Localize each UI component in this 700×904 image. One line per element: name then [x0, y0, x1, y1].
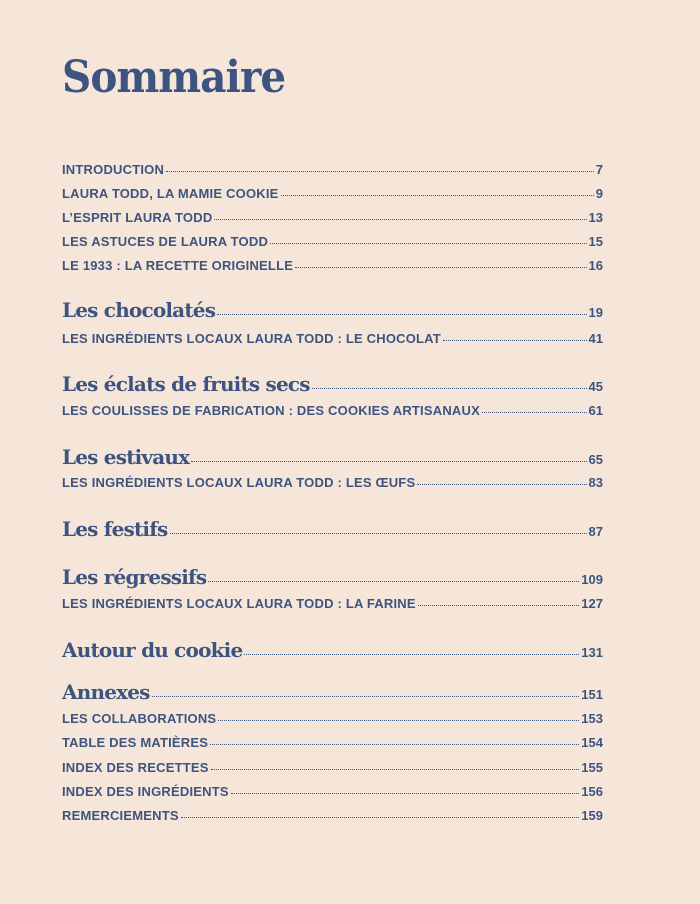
toc-chapter[interactable] [62, 638, 603, 662]
entry-label: Les festifs [62, 517, 168, 541]
entry-page: 155 [581, 760, 603, 775]
entry-label: LES COLLABORATIONS [62, 711, 217, 726]
entry-label: TABLE DES MATIÈRES [62, 735, 209, 750]
entry-page: 41 [588, 331, 603, 346]
entry-page: 131 [581, 645, 603, 660]
entry-label: LE 1933 : LA RECETTE ORIGINELLE [62, 258, 294, 273]
entry-page: 61 [588, 403, 603, 418]
entry-page: 9 [595, 186, 603, 201]
entry-page: 154 [581, 735, 603, 750]
dot-leader [312, 388, 587, 389]
entry-page: 151 [581, 687, 603, 702]
entry-label: INTRODUCTION [62, 162, 165, 177]
dot-leader [482, 412, 587, 413]
entry-page: 65 [588, 452, 603, 467]
toc-chapter[interactable] [62, 445, 603, 469]
toc-entry[interactable] [62, 331, 603, 346]
toc-entry[interactable] [62, 403, 603, 418]
dot-leader [181, 817, 580, 818]
dot-leader [214, 219, 586, 220]
dot-leader [443, 340, 587, 341]
entry-label: Autour du cookie [62, 638, 243, 662]
entry-label: Annexes [62, 680, 150, 704]
entry-page: 7 [595, 162, 603, 177]
toc-entry[interactable] [62, 258, 603, 273]
entry-page: 109 [581, 572, 603, 587]
dot-leader [166, 171, 594, 172]
entry-label: REMERCIEMENTS [62, 808, 179, 823]
entry-label: LES INGRÉDIENTS LOCAUX LAURA TODD : LE CHOCOLAT [62, 331, 441, 346]
dot-leader [217, 314, 586, 315]
entry-label: LAURA TODD, LA MAMIE COOKIE [62, 186, 279, 201]
entry-label: LES ASTUCES DE LAURA TODD [62, 234, 269, 249]
dot-leader [244, 654, 579, 655]
entry-label: Les éclats de fruits secs [62, 372, 310, 396]
entry-label: LES INGRÉDIENTS LOCAUX LAURA TODD : LES ŒUFS [62, 475, 416, 490]
entry-label: LES COULISSES DE FABRICATION : DES COOKIES ARTISANAUX [62, 403, 480, 418]
dot-leader [295, 267, 586, 268]
toc-entry[interactable] [62, 784, 603, 799]
toc-entry[interactable] [62, 711, 603, 726]
dot-leader [152, 696, 580, 697]
entry-page: 87 [588, 524, 603, 539]
dot-leader [281, 195, 594, 196]
toc-chapter[interactable] [62, 565, 603, 589]
toc-entry[interactable] [62, 162, 603, 177]
toc-entry[interactable] [62, 596, 603, 611]
dot-leader [231, 793, 580, 794]
entry-page: 19 [588, 305, 603, 320]
dot-leader [208, 581, 579, 582]
dot-leader [211, 769, 580, 770]
dot-leader [170, 533, 587, 534]
entry-page: 83 [588, 475, 603, 490]
entry-page: 127 [581, 596, 603, 611]
entry-label: INDEX DES INGRÉDIENTS [62, 784, 229, 799]
entry-label: Les estivaux [62, 445, 190, 469]
entry-label: INDEX DES RECETTES [62, 760, 209, 775]
entry-page: 159 [581, 808, 603, 823]
entry-page: 45 [588, 379, 603, 394]
toc-entry[interactable] [62, 808, 603, 823]
page-title: Sommaire [62, 52, 286, 103]
toc-entry[interactable] [62, 234, 603, 249]
entry-page: 153 [581, 711, 603, 726]
dot-leader [218, 720, 579, 721]
entry-page: 15 [588, 234, 603, 249]
toc-chapter[interactable] [62, 680, 603, 704]
toc-entry[interactable] [62, 186, 603, 201]
entry-label: Les régressifs [62, 565, 207, 589]
entry-label: LES INGRÉDIENTS LOCAUX LAURA TODD : LA FARINE [62, 596, 416, 611]
entry-page: 156 [581, 784, 603, 799]
toc-chapter[interactable] [62, 372, 603, 396]
dot-leader [191, 461, 586, 462]
toc-entry[interactable] [62, 760, 603, 775]
dot-leader [418, 605, 580, 606]
entry-label: L’ESPRIT LAURA TODD [62, 210, 213, 225]
dot-leader [417, 484, 586, 485]
dot-leader [210, 744, 579, 745]
entry-label: Les chocolatés [62, 298, 216, 322]
dot-leader [270, 243, 587, 244]
toc-entry[interactable] [62, 210, 603, 225]
toc-entry[interactable] [62, 735, 603, 750]
entry-page: 16 [588, 258, 603, 273]
toc-entry[interactable] [62, 475, 603, 490]
toc-chapter[interactable] [62, 517, 603, 541]
toc-chapter[interactable] [62, 298, 603, 322]
entry-page: 13 [588, 210, 603, 225]
